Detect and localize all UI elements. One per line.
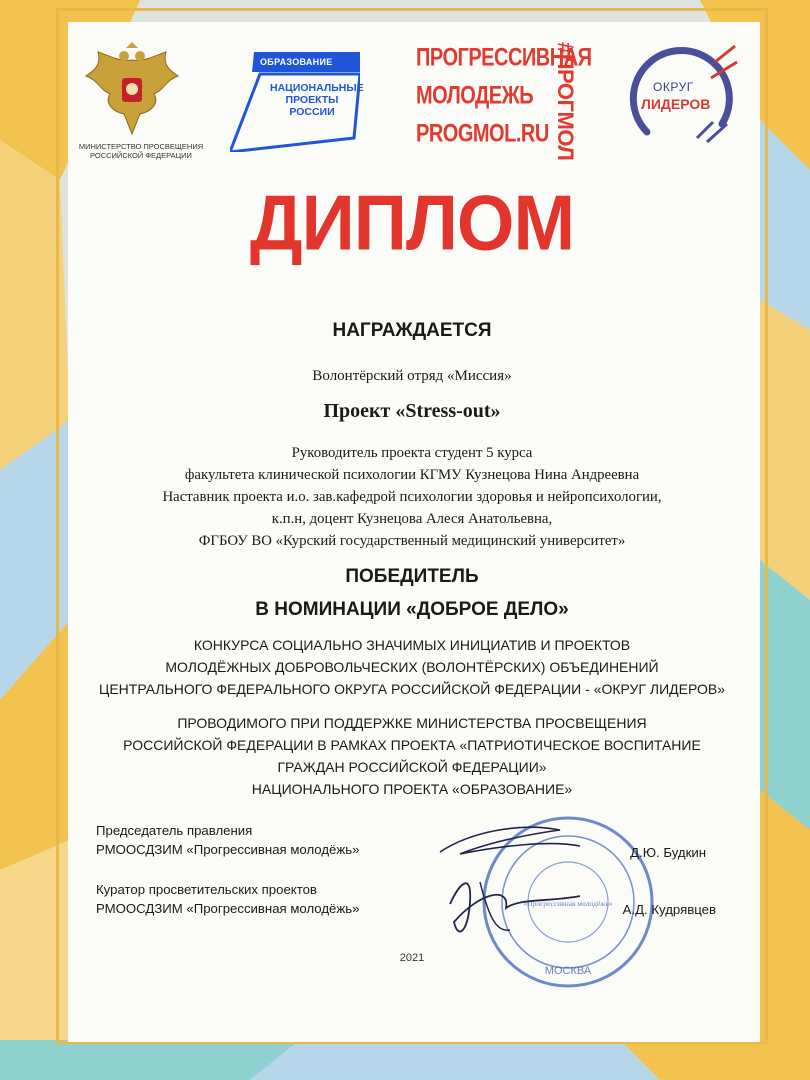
signatory-org: РМООСДЗИМ «Прогрессивная молодёжь»	[96, 901, 360, 916]
project-description	[72, 442, 752, 552]
progmol-line2: МОЛОДЕЖЬ	[416, 82, 534, 110]
description-line: факультета клинической психологии КГМУ Кузнецова Нина Андреевна	[184, 467, 640, 483]
ministry-logo	[78, 42, 204, 168]
stamp-center: «Прогрессивная молодёжь»	[523, 899, 613, 908]
signatory-role: Куратор просветительских проектов	[96, 882, 317, 897]
okrug-bottom: ЛИДЕРОВ	[641, 96, 711, 112]
nomination-heading: В НОМИНАЦИИ «ДОБРОЕ ДЕЛО»	[255, 599, 569, 620]
winner-block	[72, 560, 752, 626]
signatory-1	[96, 821, 716, 859]
logo-row	[72, 38, 752, 168]
signatory-role: Председатель правления	[96, 823, 253, 838]
diploma-title: ДИПЛОМ	[249, 178, 575, 267]
support-line: НАЦИОНАЛЬНОГО ПРОЕКТА «ОБРАЗОВАНИЕ»	[251, 781, 573, 797]
project-name: Проект «Stress-out»	[323, 400, 501, 422]
contest-description	[72, 634, 752, 700]
progmol-line3: PROGMOL.RU	[416, 120, 549, 148]
support-description	[72, 712, 752, 800]
national-projects-logo	[230, 52, 364, 152]
eagle-icon	[80, 42, 184, 142]
signatory-name: Д.Ю. Будкин	[630, 845, 706, 860]
progmol-hashtag: #ПРОГМОЛ	[553, 42, 578, 161]
edu-main: НАЦИОНАЛЬНЫЕ ПРОЕКТЫ РОССИИ	[270, 82, 364, 118]
signatory-org: РМООСДЗИМ «Прогрессивная молодёжь»	[96, 842, 360, 857]
contest-line: МОЛОДЁЖНЫХ ДОБРОВОЛЬЧЕСКИХ (ВОЛОНТЁРСКИХ) ОБЪЕДИНЕНИЙ	[165, 659, 659, 675]
signatory-name: А.Д. Кудрявцев	[622, 902, 716, 917]
support-line: ПРОВОДИМОГО ПРИ ПОДДЕРЖКЕ МИНИСТЕРСТВА ПРОСВЕЩЕНИЯ	[177, 715, 647, 731]
winner-heading: ПОБЕДИТЕЛЬ	[345, 566, 479, 587]
diploma-year: 2021	[399, 952, 425, 964]
support-line: ГРАЖДАН РОССИЙСКОЙ ФЕДЕРАЦИИ»	[277, 759, 547, 775]
awarded-heading: НАГРАЖДАЕТСЯ	[332, 320, 492, 341]
progmol-line1: ПРОГРЕССИВНАЯ	[416, 44, 592, 72]
team-name: Волонтёрский отряд «Миссия»	[312, 368, 512, 384]
support-line: РОССИЙСКОЙ ФЕДЕРАЦИИ В РАМКАХ ПРОЕКТА «ПАТРИОТИЧЕСКОЕ ВОСПИТАНИЕ	[123, 737, 701, 753]
ministry-caption: МИНИСТЕРСТВО ПРОСВЕЩЕНИЯ РОССИЙСКОЙ ФЕДЕРАЦИИ	[78, 142, 204, 160]
signatory-2	[96, 880, 716, 918]
description-line: к.п.н, доцент Кузнецова Алеся Анатольевна,	[271, 511, 553, 527]
stamp-city: МОСКВА	[544, 965, 592, 977]
edu-label: ОБРАЗОВАНИЕ	[260, 57, 333, 67]
okrug-top: ОКРУГ	[653, 80, 694, 94]
contest-line: ЦЕНТРАЛЬНОГО ФЕДЕРАЛЬНОГО ОКРУГА РОССИЙСКОЙ ФЕДЕРАЦИИ - «ОКРУГ ЛИДЕРОВ»	[98, 681, 725, 697]
description-line: ФГБОУ ВО «Курский государственный медицинский университет»	[198, 533, 626, 549]
description-line: Руководитель проекта студент 5 курса	[291, 445, 533, 461]
okrug-liderov-logo	[617, 42, 747, 152]
contest-line: КОНКУРСА СОЦИАЛЬНО ЗНАЧИМЫХ ИНИЦИАТИВ И ПРОЕКТОВ	[193, 637, 631, 653]
progmol-logo	[412, 40, 592, 161]
description-line: Наставник проекта и.о. зав.кафедрой психологии здоровья и нейропсихологии,	[162, 489, 662, 505]
